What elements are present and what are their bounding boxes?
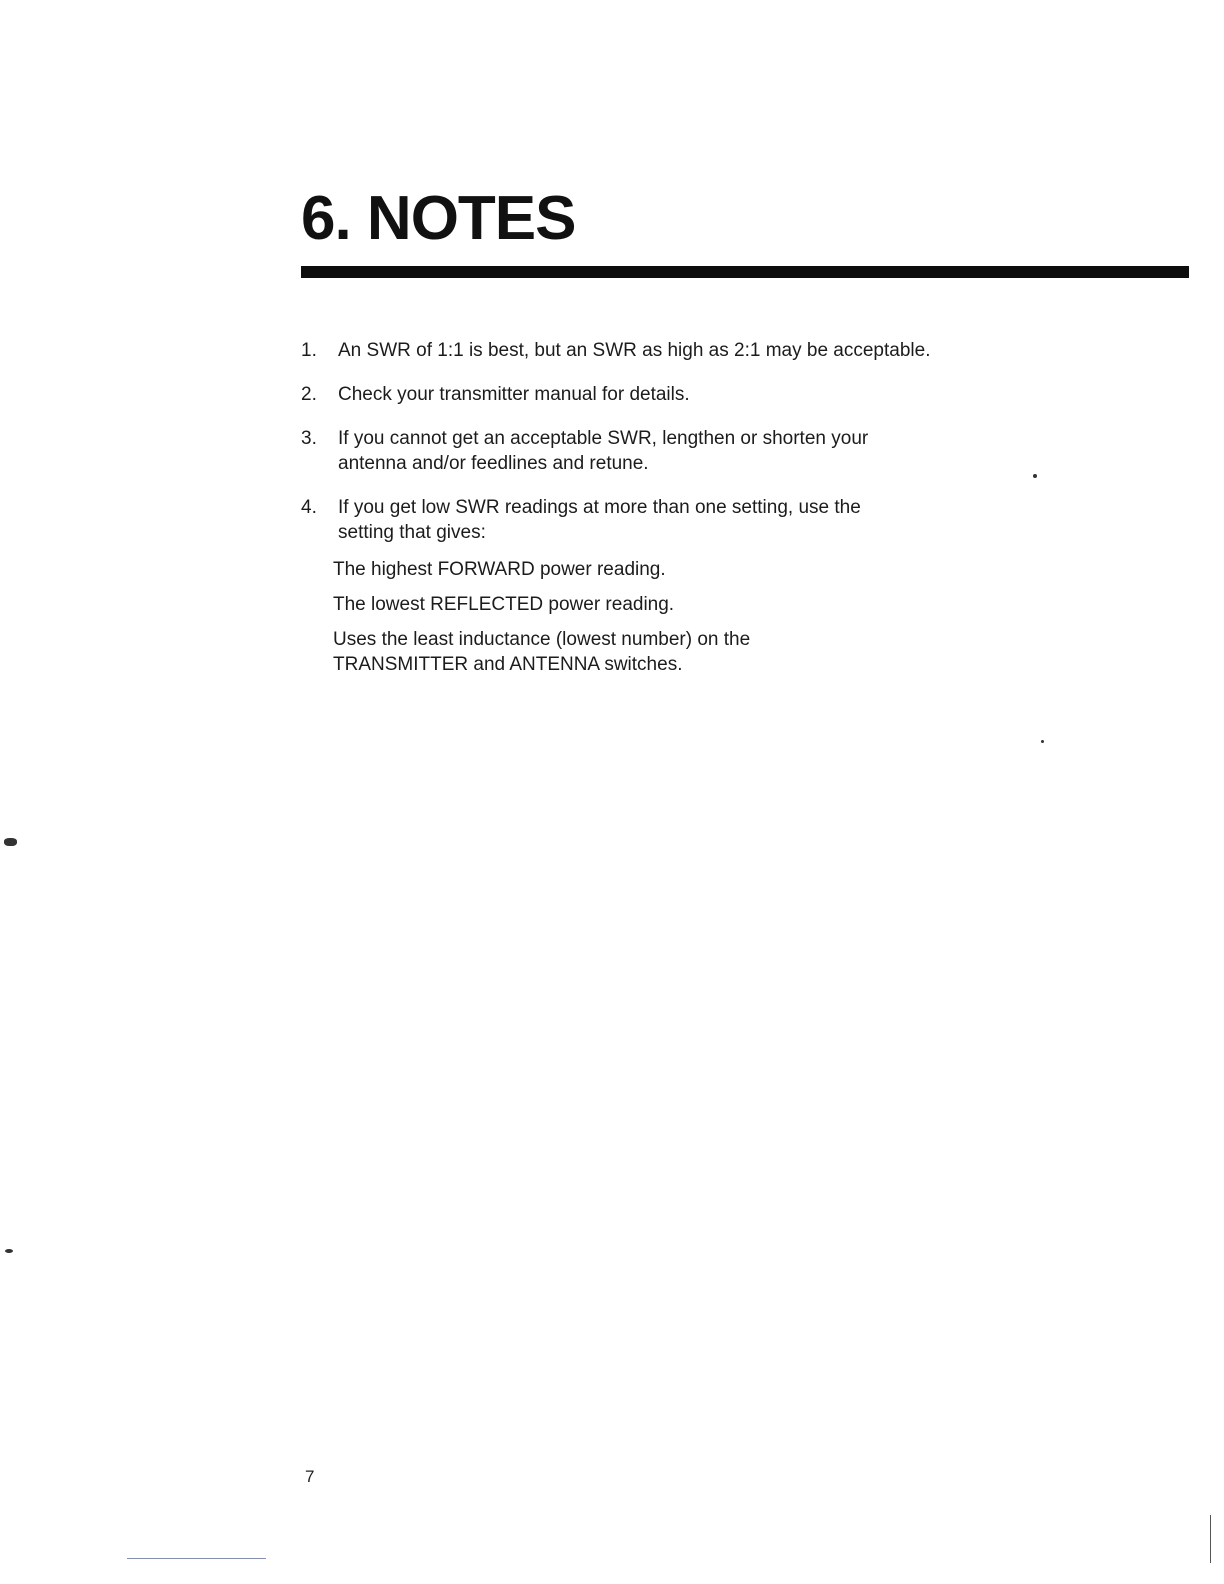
note-number: 1. <box>301 340 317 361</box>
subitem: Uses the least inductance (lowest number) on the TRANSMITTER and ANTENNA switches. <box>333 629 751 675</box>
scan-speck <box>5 1249 13 1253</box>
scan-speck <box>1033 474 1037 478</box>
title-rule <box>301 266 1189 278</box>
note-item <box>301 495 1021 545</box>
note-number: 2. <box>301 384 317 405</box>
note-item <box>301 382 1021 407</box>
scan-edge-line <box>127 1558 266 1559</box>
note-number: 3. <box>301 428 317 449</box>
note-item <box>301 426 898 476</box>
section-title: 6. NOTES <box>301 184 576 253</box>
notes-list <box>301 338 1021 564</box>
note-item <box>301 338 1021 363</box>
scan-edge-line <box>1210 1515 1211 1563</box>
subitem: The lowest REFLECTED power reading. <box>333 594 675 615</box>
scan-speck <box>4 838 17 846</box>
note-text: If you get low SWR readings at more than one setting, use the setting that gives: <box>338 497 861 543</box>
page-number: 7 <box>305 1467 315 1486</box>
note-number: 4. <box>301 497 317 518</box>
note-text: Check your transmitter manual for details. <box>338 384 690 405</box>
note-text: If you cannot get an acceptable SWR, lengthen or shorten your antenna and/or feedlines and retune. <box>338 428 869 474</box>
scan-speck <box>1041 740 1044 743</box>
note-subitems <box>301 552 1021 687</box>
subitem: The highest FORWARD power reading. <box>333 559 666 580</box>
note-text: An SWR of 1:1 is best, but an SWR as high as 2:1 may be acceptable. <box>338 340 931 361</box>
